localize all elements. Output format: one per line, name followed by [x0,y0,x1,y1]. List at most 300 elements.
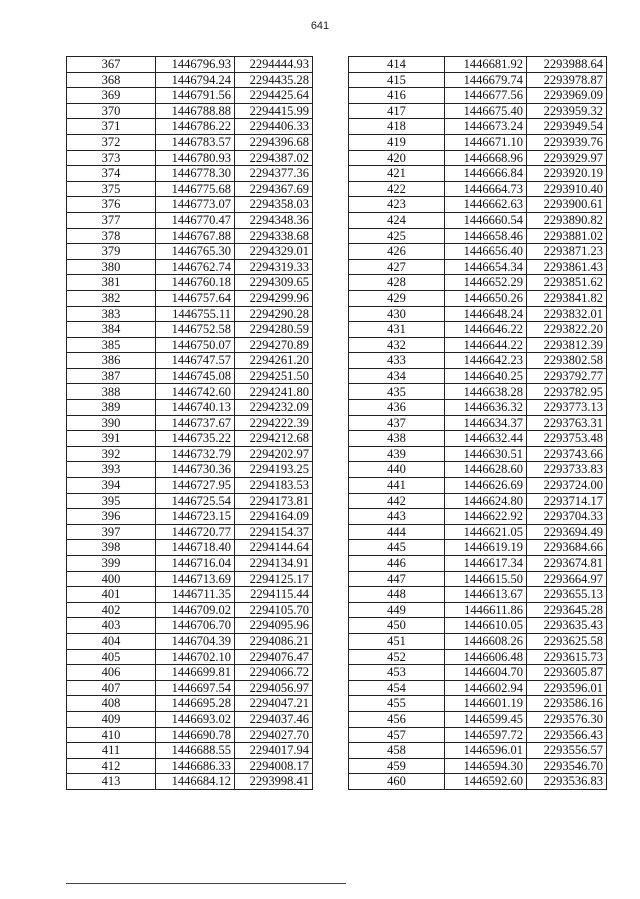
table-row [349,337,607,353]
table-row [67,88,313,104]
table-row [67,493,313,509]
table-row [67,743,313,759]
point-number-cell: 416 [349,88,445,104]
table-row [67,212,313,228]
x-coordinate-cell: 1446673.24 [445,119,527,135]
x-coordinate-cell: 1446747.57 [156,353,235,369]
coordinates-table-right [348,56,607,790]
point-number-cell: 417 [349,103,445,119]
table-row [349,556,607,572]
point-number-cell: 428 [349,275,445,291]
x-coordinate-cell: 1446725.54 [156,493,235,509]
table-row [67,509,313,525]
x-coordinate-cell: 1446718.40 [156,540,235,556]
table-row [67,368,313,384]
footer-divider [66,883,346,884]
y-coordinate-cell: 2294406.33 [235,119,313,135]
y-coordinate-cell: 2293635.43 [527,618,607,634]
y-coordinate-cell: 2294232.09 [235,400,313,416]
point-number-cell: 376 [67,197,156,213]
x-coordinate-cell: 1446796.93 [156,57,235,73]
point-number-cell: 445 [349,540,445,556]
y-coordinate-cell: 2293900.61 [527,197,607,213]
point-number-cell: 373 [67,150,156,166]
x-coordinate-cell: 1446786.22 [156,119,235,135]
x-coordinate-cell: 1446611.86 [445,602,527,618]
x-coordinate-cell: 1446735.22 [156,431,235,447]
y-coordinate-cell: 2294154.37 [235,524,313,540]
x-coordinate-cell: 1446755.11 [156,306,235,322]
x-coordinate-cell: 1446671.10 [445,134,527,150]
point-number-cell: 430 [349,306,445,322]
y-coordinate-cell: 2294066.72 [235,665,313,681]
x-coordinate-cell: 1446615.50 [445,571,527,587]
x-coordinate-cell: 1446750.07 [156,337,235,353]
x-coordinate-cell: 1446619.19 [445,540,527,556]
point-number-cell: 399 [67,556,156,572]
point-number-cell: 398 [67,540,156,556]
table-row [349,524,607,540]
x-coordinate-cell: 1446713.69 [156,571,235,587]
y-coordinate-cell: 2293939.76 [527,134,607,150]
x-coordinate-cell: 1446757.64 [156,290,235,306]
x-coordinate-cell: 1446794.24 [156,72,235,88]
point-number-cell: 442 [349,493,445,509]
y-coordinate-cell: 2293792.77 [527,368,607,384]
x-coordinate-cell: 1446732.79 [156,446,235,462]
table-row [349,259,607,275]
y-coordinate-cell: 2294435.28 [235,72,313,88]
point-number-cell: 412 [67,758,156,774]
point-number-cell: 380 [67,259,156,275]
x-coordinate-cell: 1446752.58 [156,322,235,338]
x-coordinate-cell: 1446709.02 [156,602,235,618]
y-coordinate-cell: 2294251.50 [235,368,313,384]
x-coordinate-cell: 1446621.05 [445,524,527,540]
y-coordinate-cell: 2294164.09 [235,509,313,525]
y-coordinate-cell: 2293841.82 [527,290,607,306]
table-row [67,306,313,322]
y-coordinate-cell: 2293812.39 [527,337,607,353]
point-number-cell: 437 [349,415,445,431]
x-coordinate-cell: 1446644.22 [445,337,527,353]
table-row [349,540,607,556]
y-coordinate-cell: 2294037.46 [235,711,313,727]
table-row [67,322,313,338]
x-coordinate-cell: 1446730.36 [156,462,235,478]
x-coordinate-cell: 1446762.74 [156,259,235,275]
table-row [349,727,607,743]
table-row [349,493,607,509]
x-coordinate-cell: 1446658.46 [445,228,527,244]
x-coordinate-cell: 1446695.28 [156,696,235,712]
x-coordinate-cell: 1446626.69 [445,478,527,494]
point-number-cell: 431 [349,322,445,338]
table-row [67,774,313,790]
x-coordinate-cell: 1446646.22 [445,322,527,338]
point-number-cell: 381 [67,275,156,291]
point-number-cell: 390 [67,415,156,431]
table-row [67,571,313,587]
y-coordinate-cell: 2293822.20 [527,322,607,338]
y-coordinate-cell: 2293949.54 [527,119,607,135]
table-row [349,462,607,478]
x-coordinate-cell: 1446650.26 [445,290,527,306]
x-coordinate-cell: 1446679.74 [445,72,527,88]
table-row [349,353,607,369]
point-number-cell: 432 [349,337,445,353]
point-number-cell: 405 [67,649,156,665]
point-number-cell: 439 [349,446,445,462]
x-coordinate-cell: 1446613.67 [445,587,527,603]
point-number-cell: 368 [67,72,156,88]
table-row [67,633,313,649]
table-row [67,696,313,712]
y-coordinate-cell: 2293763.31 [527,415,607,431]
point-number-cell: 369 [67,88,156,104]
table-row [67,540,313,556]
y-coordinate-cell: 2293684.66 [527,540,607,556]
point-number-cell: 379 [67,244,156,260]
x-coordinate-cell: 1446684.12 [156,774,235,790]
point-number-cell: 403 [67,618,156,634]
y-coordinate-cell: 2293566.43 [527,727,607,743]
table-row [67,602,313,618]
x-coordinate-cell: 1446634.37 [445,415,527,431]
point-number-cell: 377 [67,212,156,228]
x-coordinate-cell: 1446601.19 [445,696,527,712]
x-coordinate-cell: 1446660.54 [445,212,527,228]
y-coordinate-cell: 2293851.62 [527,275,607,291]
x-coordinate-cell: 1446597.72 [445,727,527,743]
table-row [349,134,607,150]
point-number-cell: 450 [349,618,445,634]
x-coordinate-cell: 1446702.10 [156,649,235,665]
table-row [67,337,313,353]
y-coordinate-cell: 2293576.30 [527,711,607,727]
table-row [349,103,607,119]
table-row [67,57,313,73]
y-coordinate-cell: 2293773.13 [527,400,607,416]
x-coordinate-cell: 1446727.95 [156,478,235,494]
point-number-cell: 411 [67,743,156,759]
table-row [349,415,607,431]
y-coordinate-cell: 2294261.20 [235,353,313,369]
y-coordinate-cell: 2293998.41 [235,774,313,790]
point-number-cell: 401 [67,587,156,603]
y-coordinate-cell: 2293871.23 [527,244,607,260]
x-coordinate-cell: 1446716.04 [156,556,235,572]
x-coordinate-cell: 1446604.70 [445,665,527,681]
point-number-cell: 447 [349,571,445,587]
x-coordinate-cell: 1446723.15 [156,509,235,525]
table-row [67,649,313,665]
y-coordinate-cell: 2294319.33 [235,259,313,275]
point-number-cell: 383 [67,306,156,322]
table-row [67,665,313,681]
point-number-cell: 458 [349,743,445,759]
table-row [349,696,607,712]
x-coordinate-cell: 1446706.70 [156,618,235,634]
y-coordinate-cell: 2293861.43 [527,259,607,275]
x-coordinate-cell: 1446742.60 [156,384,235,400]
y-coordinate-cell: 2294017.94 [235,743,313,759]
table-row [67,244,313,260]
y-coordinate-cell: 2294309.65 [235,275,313,291]
y-coordinate-cell: 2294105.70 [235,602,313,618]
x-coordinate-cell: 1446711.35 [156,587,235,603]
table-row [349,633,607,649]
x-coordinate-cell: 1446664.73 [445,181,527,197]
x-coordinate-cell: 1446640.25 [445,368,527,384]
y-coordinate-cell: 2293959.32 [527,103,607,119]
table-row [349,150,607,166]
y-coordinate-cell: 2293988.64 [527,57,607,73]
table-row [349,446,607,462]
x-coordinate-cell: 1446780.93 [156,150,235,166]
table-row [67,446,313,462]
point-number-cell: 419 [349,134,445,150]
point-number-cell: 455 [349,696,445,712]
point-number-cell: 423 [349,197,445,213]
table-row [349,181,607,197]
point-number-cell: 378 [67,228,156,244]
point-number-cell: 446 [349,556,445,572]
x-coordinate-cell: 1446610.05 [445,618,527,634]
x-coordinate-cell: 1446681.92 [445,57,527,73]
y-coordinate-cell: 2293743.66 [527,446,607,462]
point-number-cell: 459 [349,758,445,774]
table-row [67,618,313,634]
x-coordinate-cell: 1446602.94 [445,680,527,696]
table-row [349,774,607,790]
x-coordinate-cell: 1446788.88 [156,103,235,119]
y-coordinate-cell: 2294008.17 [235,758,313,774]
table-row [67,228,313,244]
table-row [349,166,607,182]
table-row [67,524,313,540]
point-number-cell: 454 [349,680,445,696]
table-row [349,758,607,774]
point-number-cell: 400 [67,571,156,587]
table-row [349,72,607,88]
y-coordinate-cell: 2293802.58 [527,353,607,369]
point-number-cell: 449 [349,602,445,618]
x-coordinate-cell: 1446745.08 [156,368,235,384]
x-coordinate-cell: 1446760.18 [156,275,235,291]
x-coordinate-cell: 1446688.55 [156,743,235,759]
point-number-cell: 444 [349,524,445,540]
point-number-cell: 402 [67,602,156,618]
x-coordinate-cell: 1446767.88 [156,228,235,244]
table-row [67,758,313,774]
x-coordinate-cell: 1446632.44 [445,431,527,447]
point-number-cell: 457 [349,727,445,743]
table-row [67,290,313,306]
y-coordinate-cell: 2293546.70 [527,758,607,774]
x-coordinate-cell: 1446666.84 [445,166,527,182]
y-coordinate-cell: 2294396.68 [235,134,313,150]
y-coordinate-cell: 2294076.47 [235,649,313,665]
table-row [349,57,607,73]
point-number-cell: 382 [67,290,156,306]
point-number-cell: 441 [349,478,445,494]
table-body-left [67,57,313,790]
point-number-cell: 404 [67,633,156,649]
table-row [67,353,313,369]
y-coordinate-cell: 2293586.16 [527,696,607,712]
point-number-cell: 433 [349,353,445,369]
table-row [67,462,313,478]
point-number-cell: 435 [349,384,445,400]
x-coordinate-cell: 1446778.30 [156,166,235,182]
y-coordinate-cell: 2294134.91 [235,556,313,572]
table-row [349,743,607,759]
point-number-cell: 393 [67,462,156,478]
y-coordinate-cell: 2294047.21 [235,696,313,712]
y-coordinate-cell: 2294027.70 [235,727,313,743]
y-coordinate-cell: 2294348.36 [235,212,313,228]
table-row [67,415,313,431]
table-row [67,431,313,447]
y-coordinate-cell: 2294086.21 [235,633,313,649]
x-coordinate-cell: 1446668.96 [445,150,527,166]
x-coordinate-cell: 1446690.78 [156,727,235,743]
y-coordinate-cell: 2293881.02 [527,228,607,244]
table-row [67,478,313,494]
table-body-right [349,57,607,790]
point-number-cell: 451 [349,633,445,649]
y-coordinate-cell: 2293753.48 [527,431,607,447]
y-coordinate-cell: 2294144.64 [235,540,313,556]
x-coordinate-cell: 1446599.45 [445,711,527,727]
point-number-cell: 375 [67,181,156,197]
table-row [67,680,313,696]
x-coordinate-cell: 1446697.54 [156,680,235,696]
y-coordinate-cell: 2293969.09 [527,88,607,104]
table-row [349,680,607,696]
point-number-cell: 456 [349,711,445,727]
y-coordinate-cell: 2294125.17 [235,571,313,587]
table-row [349,197,607,213]
table-row [67,103,313,119]
point-number-cell: 374 [67,166,156,182]
x-coordinate-cell: 1446699.81 [156,665,235,681]
y-coordinate-cell: 2294425.64 [235,88,313,104]
x-coordinate-cell: 1446596.01 [445,743,527,759]
table-row [349,509,607,525]
x-coordinate-cell: 1446675.40 [445,103,527,119]
y-coordinate-cell: 2293615.73 [527,649,607,665]
x-coordinate-cell: 1446592.60 [445,774,527,790]
x-coordinate-cell: 1446642.23 [445,353,527,369]
table-row [67,150,313,166]
table-row [349,88,607,104]
point-number-cell: 453 [349,665,445,681]
table-row [67,556,313,572]
table-row [349,478,607,494]
x-coordinate-cell: 1446662.63 [445,197,527,213]
y-coordinate-cell: 2294338.68 [235,228,313,244]
y-coordinate-cell: 2294095.96 [235,618,313,634]
point-number-cell: 385 [67,337,156,353]
y-coordinate-cell: 2293782.95 [527,384,607,400]
y-coordinate-cell: 2294299.96 [235,290,313,306]
table-row [349,368,607,384]
y-coordinate-cell: 2294387.02 [235,150,313,166]
y-coordinate-cell: 2294183.53 [235,478,313,494]
point-number-cell: 440 [349,462,445,478]
table-row [349,322,607,338]
table-row [67,711,313,727]
table-row [67,72,313,88]
point-number-cell: 422 [349,181,445,197]
page-number: 641 [310,20,330,32]
table-row [349,275,607,291]
point-number-cell: 415 [349,72,445,88]
x-coordinate-cell: 1446608.26 [445,633,527,649]
point-number-cell: 408 [67,696,156,712]
point-number-cell: 414 [349,57,445,73]
table-row [67,119,313,135]
point-number-cell: 388 [67,384,156,400]
y-coordinate-cell: 2294173.81 [235,493,313,509]
table-row [349,306,607,322]
x-coordinate-cell: 1446648.24 [445,306,527,322]
table-row [67,727,313,743]
y-coordinate-cell: 2294222.39 [235,415,313,431]
point-number-cell: 409 [67,711,156,727]
x-coordinate-cell: 1446638.28 [445,384,527,400]
table-row [349,119,607,135]
y-coordinate-cell: 2293920.19 [527,166,607,182]
y-coordinate-cell: 2293724.00 [527,478,607,494]
y-coordinate-cell: 2293645.28 [527,602,607,618]
y-coordinate-cell: 2293596.01 [527,680,607,696]
y-coordinate-cell: 2294241.80 [235,384,313,400]
table-row [67,197,313,213]
y-coordinate-cell: 2293674.81 [527,556,607,572]
table-row [349,290,607,306]
y-coordinate-cell: 2293694.49 [527,524,607,540]
point-number-cell: 426 [349,244,445,260]
y-coordinate-cell: 2294358.03 [235,197,313,213]
point-number-cell: 392 [67,446,156,462]
y-coordinate-cell: 2294329.01 [235,244,313,260]
point-number-cell: 429 [349,290,445,306]
x-coordinate-cell: 1446654.34 [445,259,527,275]
y-coordinate-cell: 2294193.25 [235,462,313,478]
y-coordinate-cell: 2293910.40 [527,181,607,197]
table-row [349,711,607,727]
point-number-cell: 371 [67,119,156,135]
point-number-cell: 370 [67,103,156,119]
x-coordinate-cell: 1446628.60 [445,462,527,478]
y-coordinate-cell: 2294056.97 [235,680,313,696]
table-row [349,244,607,260]
point-number-cell: 443 [349,509,445,525]
point-number-cell: 387 [67,368,156,384]
x-coordinate-cell: 1446652.29 [445,275,527,291]
table-row [67,181,313,197]
table-row [67,275,313,291]
point-number-cell: 413 [67,774,156,790]
x-coordinate-cell: 1446677.56 [445,88,527,104]
x-coordinate-cell: 1446622.92 [445,509,527,525]
point-number-cell: 425 [349,228,445,244]
point-number-cell: 434 [349,368,445,384]
x-coordinate-cell: 1446737.67 [156,415,235,431]
